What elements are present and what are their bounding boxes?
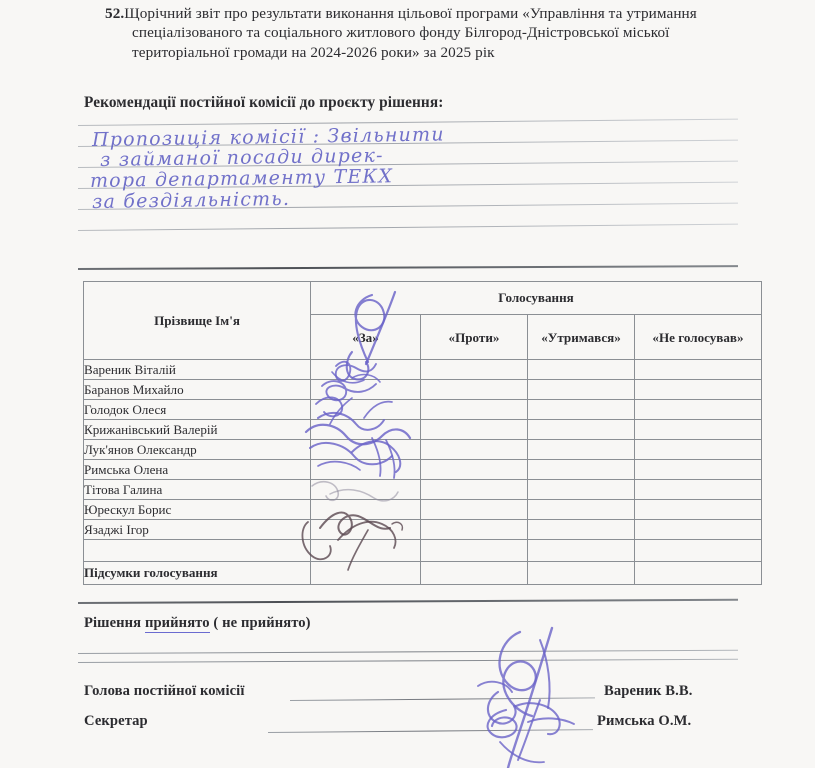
- decision-line: [84, 615, 311, 632]
- agenda-item-number: 52.: [105, 5, 125, 22]
- spacer-cell: [635, 540, 762, 562]
- summary-cell-za[interactable]: [311, 562, 421, 585]
- vote-cell-za[interactable]: [311, 400, 421, 420]
- vote-cell-utrymavsya[interactable]: [528, 460, 635, 480]
- summary-label: Підсумки голосування: [84, 562, 311, 585]
- vote-cell-za[interactable]: [311, 380, 421, 400]
- table-row: [84, 440, 762, 460]
- agenda-item-body: Щорічний звіт про результати виконання цільової програми «Управління та утримання спеціалізованого та соціального житлового фонду Білгород-Дністровської міської територіальної громади на 2024-2026 роки» за 2025 рік: [124, 5, 697, 61]
- vote-cell-ne-golosuvav[interactable]: [635, 520, 762, 540]
- decision-prefix: Рішення: [84, 615, 145, 631]
- vote-cell-utrymavsya[interactable]: [528, 520, 635, 540]
- table-row: [84, 520, 762, 540]
- member-name: Лук'янов Олександр: [84, 440, 311, 460]
- vote-cell-proty[interactable]: [421, 480, 528, 500]
- vote-cell-utrymavsya[interactable]: [528, 400, 635, 420]
- spacer-cell: [311, 540, 421, 562]
- spacer-cell: [84, 540, 311, 562]
- secretary-name: Римська О.М.: [597, 713, 692, 729]
- table-row: [84, 380, 762, 400]
- vote-cell-ne-golosuvav[interactable]: [635, 460, 762, 480]
- member-name: Римська Олена: [84, 460, 311, 480]
- vote-cell-proty[interactable]: [421, 500, 528, 520]
- vote-cell-ne-golosuvav[interactable]: [635, 380, 762, 400]
- vote-cell-za[interactable]: [311, 420, 421, 440]
- member-name: Тітова Галина: [84, 480, 311, 500]
- vote-cell-utrymavsya[interactable]: [528, 440, 635, 460]
- chair-label: Голова постійної комісії: [84, 683, 245, 699]
- table-row: [84, 500, 762, 520]
- vote-cell-utrymavsya[interactable]: [528, 480, 635, 500]
- recommendation-title: Рекомендації постійної комісії до проєкту рішення:: [84, 94, 444, 111]
- decision-suffix: ( не прийнято): [209, 615, 311, 631]
- summary-cell-ne-golosuvav[interactable]: [635, 562, 762, 585]
- agenda-item: [105, 4, 735, 62]
- header-name-cell: Прізвище Ім'я: [84, 282, 311, 360]
- secretary-label: Секретар: [84, 713, 148, 729]
- member-name: Язаджі Ігор: [84, 520, 311, 540]
- voting-table: [83, 281, 762, 585]
- rule-line: [78, 224, 738, 231]
- handwritten-line-2: з займаної посади дирек-: [99, 144, 384, 171]
- secretary-signature-line[interactable]: [268, 729, 593, 733]
- table-row: [84, 480, 762, 500]
- vote-cell-ne-golosuvav[interactable]: [635, 500, 762, 520]
- vote-cell-ne-golosuvav[interactable]: [635, 400, 762, 420]
- member-name: Баранов Михайло: [84, 380, 311, 400]
- vote-cell-utrymavsya[interactable]: [528, 500, 635, 520]
- vote-cell-ne-golosuvav[interactable]: [635, 440, 762, 460]
- header-col-za: «За»: [311, 315, 421, 360]
- section-divider: [78, 659, 738, 663]
- vote-cell-proty[interactable]: [421, 440, 528, 460]
- member-name: Голодок Олеся: [84, 400, 311, 420]
- vote-cell-ne-golosuvav[interactable]: [635, 360, 762, 380]
- table-header-row-1: [84, 282, 762, 315]
- table-row: [84, 420, 762, 440]
- vote-cell-proty[interactable]: [421, 400, 528, 420]
- vote-cell-proty[interactable]: [421, 360, 528, 380]
- decision-accepted: прийнято: [144, 615, 210, 631]
- member-name: Крижанівський Валерій: [84, 420, 311, 440]
- handwritten-line-4: за бездіяльність.: [91, 187, 291, 213]
- member-name: Юрескул Борис: [84, 500, 311, 520]
- section-divider: [78, 599, 738, 604]
- chair-name: Вареник В.В.: [604, 683, 693, 699]
- vote-cell-proty[interactable]: [421, 420, 528, 440]
- handwritten-line-3: тора департаменту ТЕКХ: [89, 165, 394, 192]
- vote-cell-za[interactable]: [311, 480, 421, 500]
- vote-cell-proty[interactable]: [421, 460, 528, 480]
- agenda-item-text: [105, 4, 735, 62]
- table-row: [84, 400, 762, 420]
- header-col-utrymavsya: «Утримався»: [528, 315, 635, 360]
- vote-cell-proty[interactable]: [421, 520, 528, 540]
- spacer-cell: [421, 540, 528, 562]
- table-row: [84, 460, 762, 480]
- header-voting-cell: Голосування: [311, 282, 762, 315]
- vote-cell-proty[interactable]: [421, 380, 528, 400]
- handwriting-area: [78, 122, 738, 256]
- section-divider: [78, 650, 738, 654]
- vote-cell-ne-golosuvav[interactable]: [635, 480, 762, 500]
- vote-cell-utrymavsya[interactable]: [528, 360, 635, 380]
- vote-cell-za[interactable]: [311, 360, 421, 380]
- vote-cell-za[interactable]: [311, 520, 421, 540]
- summary-cell-utrymavsya[interactable]: [528, 562, 635, 585]
- vote-cell-utrymavsya[interactable]: [528, 420, 635, 440]
- handwritten-line-1: Пропозиція комісії : Звільнити: [91, 123, 445, 151]
- summary-row: [84, 562, 762, 585]
- header-col-proty: «Проти»: [421, 315, 528, 360]
- vote-cell-za[interactable]: [311, 440, 421, 460]
- vote-cell-ne-golosuvav[interactable]: [635, 420, 762, 440]
- table-spacer-row: [84, 540, 762, 562]
- spacer-cell: [528, 540, 635, 562]
- member-name: Вареник Віталій: [84, 360, 311, 380]
- chair-signature-line[interactable]: [290, 697, 595, 701]
- section-divider: [78, 265, 738, 270]
- table-row: [84, 360, 762, 380]
- summary-cell-proty[interactable]: [421, 562, 528, 585]
- vote-cell-utrymavsya[interactable]: [528, 380, 635, 400]
- vote-cell-za[interactable]: [311, 500, 421, 520]
- header-col-ne-golosuvav: «Не голосував»: [635, 315, 762, 360]
- vote-cell-za[interactable]: [311, 460, 421, 480]
